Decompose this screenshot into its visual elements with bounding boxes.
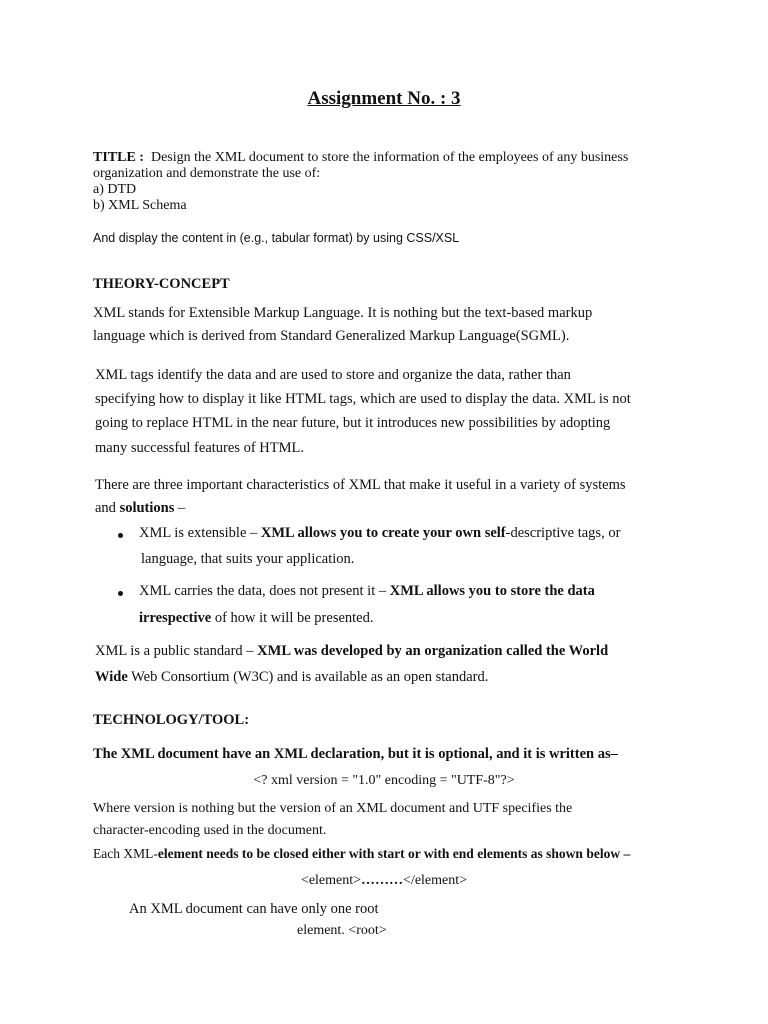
p3-dash: –: [174, 500, 186, 516]
theory-p2-line-3: going to replace HTML in the near future, but it introduces new possibilities by adopting: [95, 415, 611, 431]
theory-p1-line-1: XML stands for Extensible Markup Language. It is nothing but the text-based markup: [93, 305, 593, 321]
element-line: [93, 846, 630, 862]
where-line-1: Where version is nothing but the version of an XML document and UTF specifies the: [93, 801, 573, 816]
bullet-2-line-2: [139, 610, 374, 627]
declaration-intro: The XML document have an XML declaration, but it is optional, and it is written as–: [93, 746, 618, 762]
element-part-a: Each XML-: [93, 846, 158, 861]
theory-p3-line-1: There are three important characteristics of XML that make it useful in a variety of systems: [95, 477, 626, 493]
title-item-a: a) DTD: [93, 182, 137, 197]
bullet1-part-b: XML allows you to create your own self: [260, 525, 506, 541]
element-code-dots: ………: [361, 873, 404, 888]
technology-heading: TECHNOLOGY/TOOL:: [93, 712, 250, 728]
theory-p2-line-1: XML tags identify the data and are used to store and organize the data, rather than: [95, 367, 571, 383]
theory-p2-line-2: specifying how to display it like HTML tags, which are used to display the data. XML is not: [95, 391, 631, 407]
bullet2-irrespective: irrespective: [139, 610, 212, 626]
p3-and: and: [95, 500, 120, 516]
title-text-line-1: Design the XML document to store the information of the employees of any business: [150, 150, 629, 165]
bullet-1-line-1: [139, 525, 620, 542]
bullet2-part-b: XML allows you to store the data: [389, 583, 595, 599]
p3-solutions: solutions: [119, 500, 175, 516]
element-part-b: element needs to be closed either with start or with end elements as shown below –: [157, 846, 631, 861]
title-label: TITLE :: [93, 150, 144, 165]
bullet1-part-a: XML is extensible –: [139, 525, 261, 541]
bullet-2-line-1: [139, 583, 595, 600]
bullet-dot-icon: [118, 533, 123, 538]
title-line-1: [93, 150, 693, 166]
title-text-line-2: organization and demonstrate the use of:: [93, 166, 321, 181]
p4-wide: Wide: [95, 669, 128, 685]
theory-p4-line-1: [95, 643, 608, 660]
theory-p2-line-4: many successful features of HTML.: [95, 440, 304, 456]
bullet-dot-icon: [118, 591, 123, 596]
theory-heading: THEORY-CONCEPT: [93, 276, 230, 292]
element-code-open: <element>: [300, 873, 362, 888]
root-line-2: element. <root>: [297, 923, 387, 938]
assignment-heading: Assignment No. : 3: [307, 88, 461, 109]
bullet-1-line-2: language, that suits your application.: [141, 551, 355, 567]
theory-p1-line-2: language which is derived from Standard Generalized Markup Language(SGML).: [93, 328, 570, 344]
theory-p3-line-2: [95, 500, 185, 517]
theory-p4-line-2: [95, 669, 488, 686]
where-line-2: character-encoding used in the document.: [93, 823, 327, 838]
p4-part-b: XML was developed by an organization called the World: [257, 643, 609, 659]
p4-part-a: XML is a public standard –: [95, 643, 258, 659]
declaration-code: <? xml version = "1.0" encoding = "UTF-8"?>: [253, 773, 515, 788]
display-line: And display the content in (e.g., tabular format) by using CSS/XSL: [93, 231, 460, 245]
bullet2-rest: of how it will be presented.: [211, 610, 374, 626]
bullet1-part-c: -descriptive tags, or: [505, 525, 621, 541]
element-code-close: </element>: [403, 873, 468, 888]
element-code: [0, 873, 768, 889]
title-item-b: b) XML Schema: [93, 198, 187, 213]
bullet2-part-a: XML carries the data, does not present it –: [139, 583, 390, 599]
root-line-1: An XML document can have only one root: [129, 901, 379, 917]
p4-rest: Web Consortium (W3C) and is available as an open standard.: [127, 669, 489, 685]
